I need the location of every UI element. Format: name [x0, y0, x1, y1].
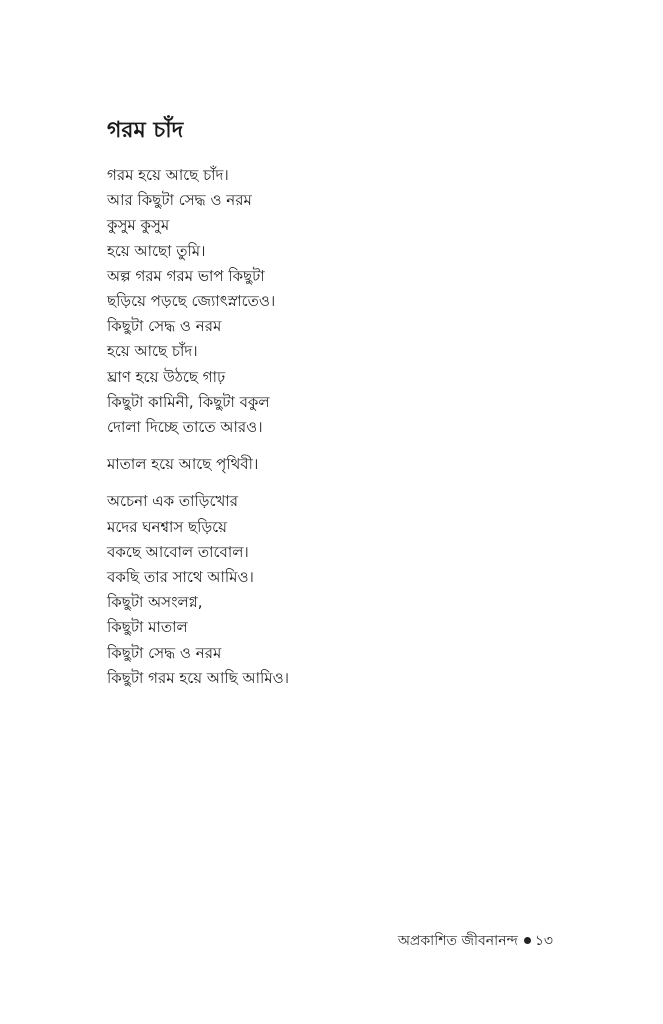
poem-line: মদের ঘনশ্বাস ছড়িয়ে: [107, 517, 228, 536]
poem-line: কুসুম কুসুম: [107, 216, 170, 235]
poem-stanza-2: [107, 452, 587, 477]
poem-line: কিছুটা অসংলগ্ন,: [107, 593, 203, 612]
poem-line: গরম হয়ে আছে চাঁদ।: [107, 166, 229, 184]
poem-line: অচেনা এক তাড়িখোর: [107, 492, 238, 511]
poem-stanza-1: [107, 163, 587, 440]
poem-line: বকছি তার সাথে আমিও।: [107, 568, 254, 587]
poem-line: ঘ্রাণ হয়ে উঠছে গাঢ়: [107, 367, 226, 386]
poem-line: কিছুটা গরম হয়ে আছি আমিও।: [107, 668, 290, 687]
running-title: অপ্রকাশিত জীবনানন্দ: [397, 933, 518, 949]
page-number: ১৩: [534, 933, 553, 949]
poem-line: কিছুটা সেদ্ধ ও নরম: [107, 317, 222, 336]
poem-line: ছড়িয়ে পড়ছে জ্যোৎস্নাতেও।: [107, 292, 276, 311]
poem-stanza-3: [107, 489, 587, 691]
poem-title: গরম চাঁদ: [107, 118, 184, 143]
poem-body: [107, 163, 587, 703]
poem-line: বকছে আবোল তাবোল।: [107, 542, 249, 561]
poem-line: হয়ে আছে চাঁদ।: [107, 342, 198, 361]
poem-line: মাতাল হয়ে আছে পৃথিবী।: [107, 455, 259, 474]
poem-line: অল্প গরম গরম ভাপ কিছুটা: [107, 266, 265, 285]
poem-line: দোলা দিচ্ছে তাতে আরও।: [107, 418, 263, 437]
poem-line: কিছুটা মাতাল: [107, 618, 188, 637]
poem-line: আর কিছুটা সেদ্ধ ও নরম: [107, 191, 252, 210]
poem-line: কিছুটা কামিনী, কিছুটা বকুল: [107, 392, 270, 411]
bullet-separator: [524, 937, 531, 944]
poem-line: হয়ে আছো তুমি।: [107, 241, 206, 260]
poem-line: কিছুটা সেদ্ধ ও নরম: [107, 643, 222, 662]
page-footer: [398, 930, 553, 952]
